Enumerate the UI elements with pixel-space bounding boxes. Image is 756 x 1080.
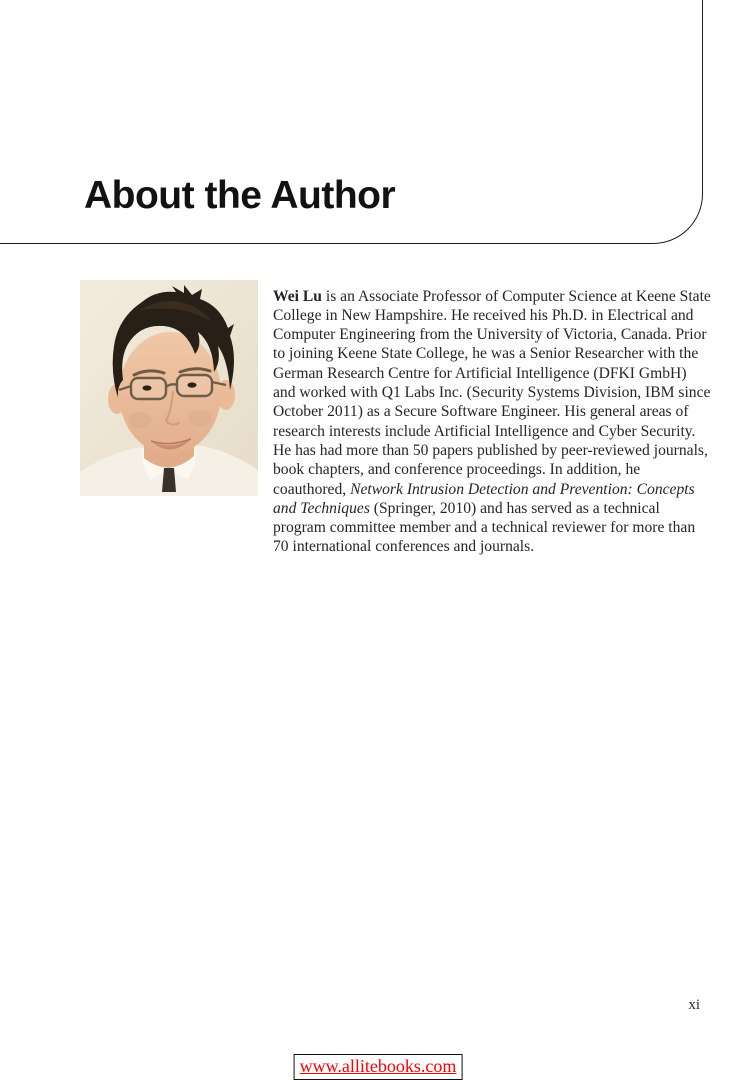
book-title: Network Intrusion Detection and Prevention: Concepts and Techniques: [273, 480, 695, 517]
eye-left: [143, 385, 152, 390]
collar-gap: [162, 468, 176, 492]
author-photo-illustration: [80, 280, 258, 496]
author-photo: [80, 280, 258, 496]
watermark-link-box: [294, 1054, 463, 1080]
eye-right: [188, 382, 197, 387]
page-number: xi: [688, 997, 700, 1013]
watermark-link[interactable]: www.allitebooks.com: [299, 1056, 457, 1076]
bio-text-2: (Springer, 2010) and has served as a technical program committee member and a technical reviewer for more than 70 international conferences and journals.: [273, 499, 696, 556]
author-name: Wei Lu: [273, 287, 322, 305]
page-title: About the Author: [84, 174, 396, 218]
bio-paragraph: [273, 287, 711, 557]
bio-text-1: is an Associate Professor of Computer Science at Keene State College in New Hampshire. He received his Ph.D. in Electrical and Computer Engineering from the University of Victoria, Canada. Prior to joining Keene State College, he was a Senior Researcher with the German Research Centre for Artificial Intelligence (DFKI GmbH) and worked with Q1 Labs Inc. (Security Systems Division, IBM since October 2011) as a Secure Software Engineer. His general areas of research interests include Artificial Intelligence and Cyber Security. He has had more than 50 papers published by peer-reviewed journals, book chapters, and conference proceedings. In addition, he coauthored,: [273, 287, 711, 498]
